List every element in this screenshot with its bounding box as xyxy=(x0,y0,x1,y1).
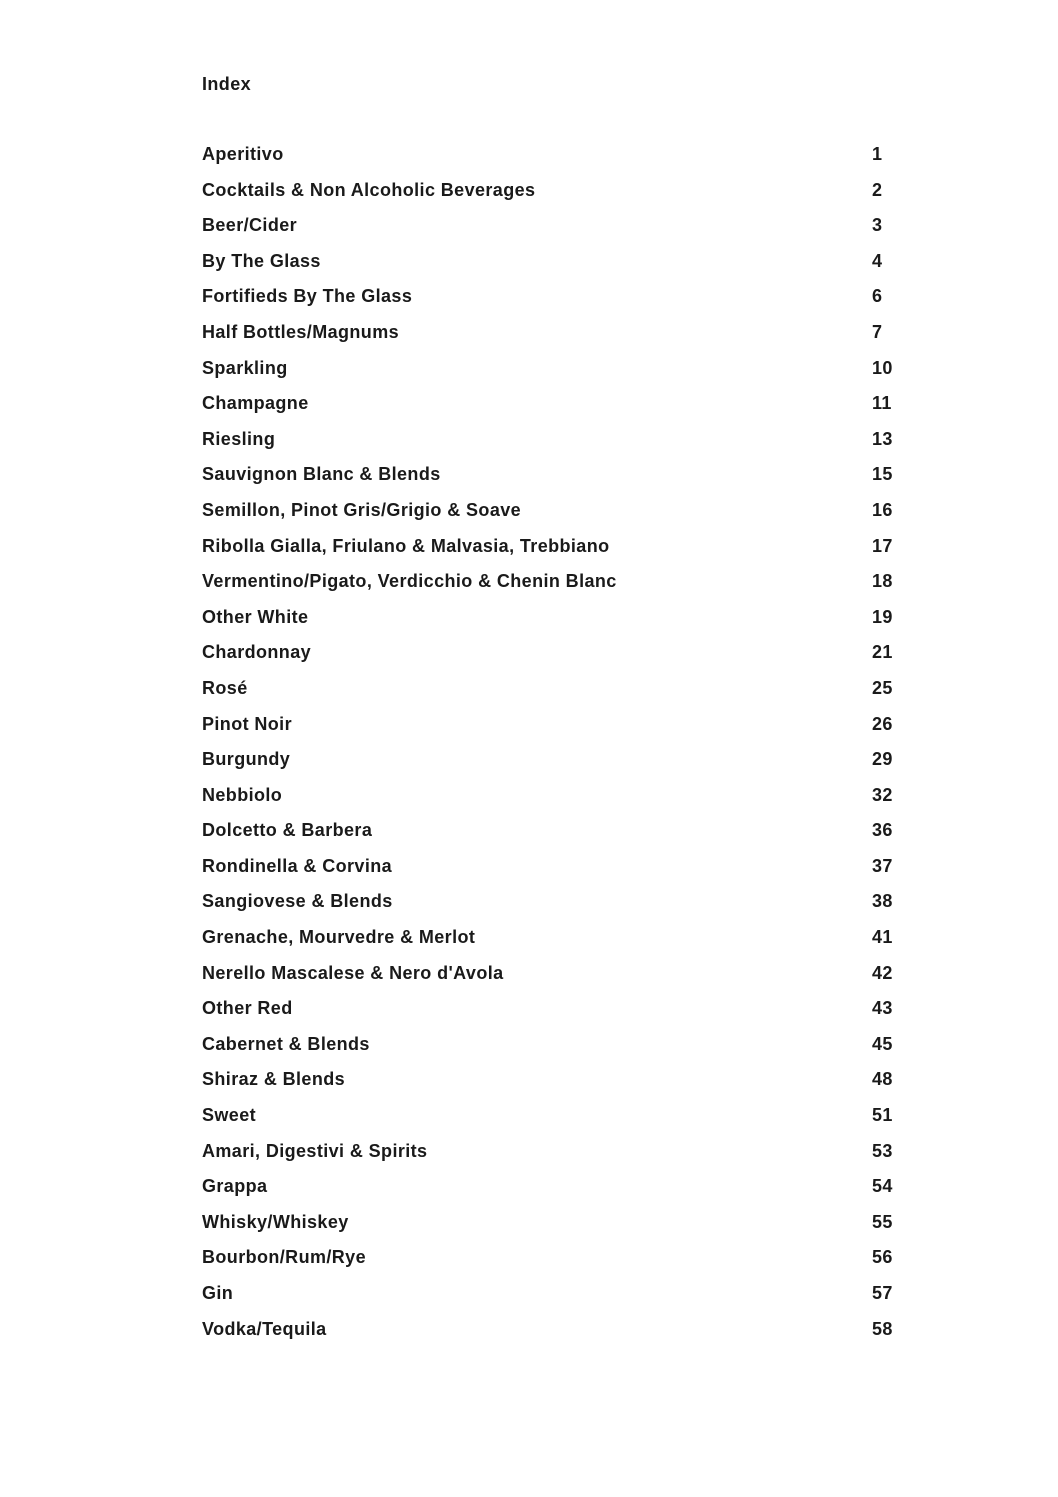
index-entry-label: Chardonnay xyxy=(202,642,312,663)
index-entry xyxy=(202,569,896,605)
index-entry-label: Burgundy xyxy=(202,749,291,770)
index-entry xyxy=(202,1281,896,1317)
index-entry-page-number: 16 xyxy=(872,499,893,520)
index-entry xyxy=(202,889,896,925)
index-entry-page-number: 42 xyxy=(872,962,893,983)
index-entry xyxy=(202,676,896,712)
index-entry-label: Vodka/Tequila xyxy=(202,1318,327,1339)
index-entry-page-number: 13 xyxy=(872,428,893,449)
index-entry-label: Sparkling xyxy=(202,357,288,378)
index-entry xyxy=(202,1103,896,1139)
index-entry-label: Beer/Cider xyxy=(202,215,298,236)
index-entry xyxy=(202,356,896,392)
index-entry-page-number: 36 xyxy=(872,820,893,841)
index-entry-label: Aperitivo xyxy=(202,144,284,164)
page-title: Index xyxy=(202,74,252,94)
index-entry-page-number: 58 xyxy=(872,1318,893,1339)
index-entry xyxy=(202,498,896,534)
index-entry-page-number: 21 xyxy=(872,642,893,663)
index-entry-label: Other White xyxy=(202,606,309,627)
index-entry-page-number: 56 xyxy=(872,1247,893,1268)
index-entry-page-number: 10 xyxy=(872,357,893,378)
index-entry xyxy=(202,747,896,783)
index-entry xyxy=(202,534,896,570)
index-entry xyxy=(202,605,896,641)
index-entry xyxy=(202,462,896,498)
index-entry-label: Amari, Digestivi & Spirits xyxy=(202,1140,428,1161)
index-entry-label: Riesling xyxy=(202,428,276,449)
index-entry-page-number: 38 xyxy=(872,891,893,912)
index-entry-label: Vermentino/Pigato, Verdicchio & Chenin Blanc xyxy=(202,571,617,592)
index-entry-label: Champagne xyxy=(202,393,309,414)
index-entry-page-number: 17 xyxy=(872,535,893,556)
index-entry-page-number: 43 xyxy=(872,998,893,1019)
index-entry-label: Semillon, Pinot Gris/Grigio & Soave xyxy=(202,499,522,520)
index-entry-label: Fortifieds By The Glass xyxy=(202,286,413,307)
index-entry-page-number: 15 xyxy=(872,464,893,485)
index-entry-label: Grenache, Mourvedre & Merlot xyxy=(202,927,476,948)
index-entry-page-number: 51 xyxy=(872,1105,893,1126)
index-entry-page-number: 4 xyxy=(872,250,883,271)
index-entry-page-number: 55 xyxy=(872,1211,893,1232)
index-entry xyxy=(202,1032,896,1068)
index-entry-page-number: 53 xyxy=(872,1140,893,1161)
index-entry-page-number: 26 xyxy=(872,713,893,734)
index-entry-page-number: 29 xyxy=(872,749,893,770)
index-entry-page-number: 3 xyxy=(872,215,883,236)
index-entry-label: Nerello Mascalese & Nero d'Avola xyxy=(202,962,504,983)
index-entry xyxy=(202,783,896,819)
index-entry-label: Bourbon/Rum/Rye xyxy=(202,1247,367,1268)
index-entry xyxy=(202,640,896,676)
index-entry xyxy=(202,284,896,320)
index-entry-label: Cabernet & Blends xyxy=(202,1033,370,1054)
index-entry xyxy=(202,391,896,427)
index-entry-page-number: 45 xyxy=(872,1033,893,1054)
index-entry xyxy=(202,1210,896,1246)
index-entry-label: By The Glass xyxy=(202,250,321,271)
index-entry xyxy=(202,1139,896,1175)
index-entry xyxy=(202,178,896,214)
index-entry xyxy=(202,1245,896,1281)
index-entry-label: Sangiovese & Blends xyxy=(202,891,393,912)
index-entry-label: Pinot Noir xyxy=(202,713,292,734)
index-entry xyxy=(202,1317,896,1353)
index-entry xyxy=(202,712,896,748)
index-entry-label: Whisky/Whiskey xyxy=(202,1211,349,1232)
index-entry-label: Other Red xyxy=(202,998,293,1019)
index-entry-label: Shiraz & Blends xyxy=(202,1069,346,1090)
index-entry-label: Rondinella & Corvina xyxy=(202,855,393,876)
index-entry-label: Dolcetto & Barbera xyxy=(202,820,373,841)
index-entry-page-number: 37 xyxy=(872,855,893,876)
index-entry xyxy=(202,213,896,249)
index-entry-page-number: 7 xyxy=(872,321,883,342)
index-list xyxy=(202,142,896,1352)
index-entry-page-number: 18 xyxy=(872,571,893,592)
index-entry-label: Nebbiolo xyxy=(202,784,283,805)
index-entry-page-number: 6 xyxy=(872,286,883,307)
index-entry-label: Sauvignon Blanc & Blends xyxy=(202,464,441,485)
index-entry-page-number: 32 xyxy=(872,784,893,805)
index-entry-page-number: 25 xyxy=(872,677,893,698)
index-entry xyxy=(202,1174,896,1210)
index-entry xyxy=(202,320,896,356)
index-entry-page-number: 41 xyxy=(872,927,893,948)
index-entry-label: Cocktails & Non Alcoholic Beverages xyxy=(202,179,536,200)
index-entry xyxy=(202,427,896,463)
index-entry-label: Sweet xyxy=(202,1105,257,1126)
index-entry-label: Grappa xyxy=(202,1176,268,1197)
index-entry-label: Rosé xyxy=(202,677,248,698)
index-entry xyxy=(202,818,896,854)
index-entry xyxy=(202,961,896,997)
index-entry-page-number: 11 xyxy=(872,393,892,414)
index-entry-page-number: 54 xyxy=(872,1176,893,1197)
index-entry xyxy=(202,142,896,178)
index-entry xyxy=(202,1067,896,1103)
index-entry xyxy=(202,925,896,961)
index-entry-page-number: 57 xyxy=(872,1283,893,1303)
index-entry xyxy=(202,854,896,890)
index-entry-page-number: 2 xyxy=(872,179,883,200)
index-entry-page-number: 1 xyxy=(872,144,883,164)
index-entry-page-number: 19 xyxy=(872,606,893,627)
index-entry-label: Ribolla Gialla, Friulano & Malvasia, Trebbiano xyxy=(202,535,610,556)
index-entry xyxy=(202,249,896,285)
index-entry xyxy=(202,996,896,1032)
index-entry-page-number: 48 xyxy=(872,1069,893,1090)
index-entry-label: Gin xyxy=(202,1283,234,1303)
index-entry-label: Half Bottles/Magnums xyxy=(202,321,400,342)
